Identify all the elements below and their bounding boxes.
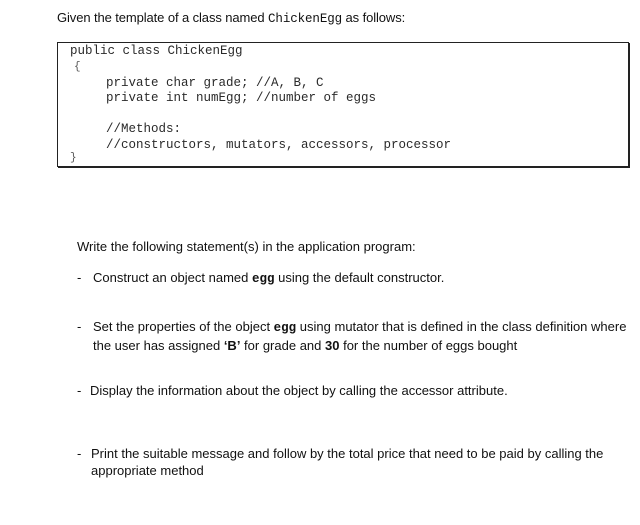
code-grade-field: private char grade; //A, B, C xyxy=(106,76,324,90)
code-methods-comment: //Methods: xyxy=(106,122,182,136)
grade-value: ‘B’ xyxy=(223,338,241,353)
intro-text-before: Given the template of a class named xyxy=(57,10,269,25)
item1-text-after: using the default constructor. xyxy=(274,270,445,285)
intro-text-after: as follows: xyxy=(342,10,406,25)
code-close-brace: } xyxy=(70,152,77,164)
bullet-dash: - xyxy=(77,270,82,285)
list-item-construct-text xyxy=(93,269,638,288)
item2-text-mid2: for grade and xyxy=(240,338,325,353)
code-open-brace: { xyxy=(74,61,81,73)
code-template-box xyxy=(57,42,629,167)
instruction-heading: Write the following statement(s) in the application program: xyxy=(77,239,416,254)
item2-text-before: Set the properties of the object xyxy=(93,319,274,334)
class-name: ChickenEgg xyxy=(268,12,343,26)
list-item-print-text: Print the suitable message and follow by the total price that need to be paid by calling the appropriate method xyxy=(91,446,604,478)
object-name-egg: egg xyxy=(273,321,297,335)
item1-text-before: Construct an object named xyxy=(93,270,252,285)
bullet-dash: - xyxy=(77,383,82,398)
object-name-egg: egg xyxy=(251,272,275,286)
bullet-dash: - xyxy=(77,319,82,334)
bullet-dash: - xyxy=(77,446,82,461)
item2-text-mid: using mutator that is defined in the class definition where the user has assigned xyxy=(93,319,627,353)
code-class-declaration: public class ChickenEgg xyxy=(70,44,243,58)
list-item-display-text: Display the information about the object by calling the accessor attribute. xyxy=(90,383,508,398)
code-methods-list-comment: //constructors, mutators, accessors, processor xyxy=(106,138,452,152)
code-numegg-field: private int numEgg; //number of eggs xyxy=(106,91,377,105)
item2-text-after: for the number of eggs bought xyxy=(339,338,518,353)
egg-count-value: 30 xyxy=(325,338,340,353)
intro-sentence xyxy=(57,10,405,26)
list-item-set-properties-text xyxy=(93,318,628,354)
